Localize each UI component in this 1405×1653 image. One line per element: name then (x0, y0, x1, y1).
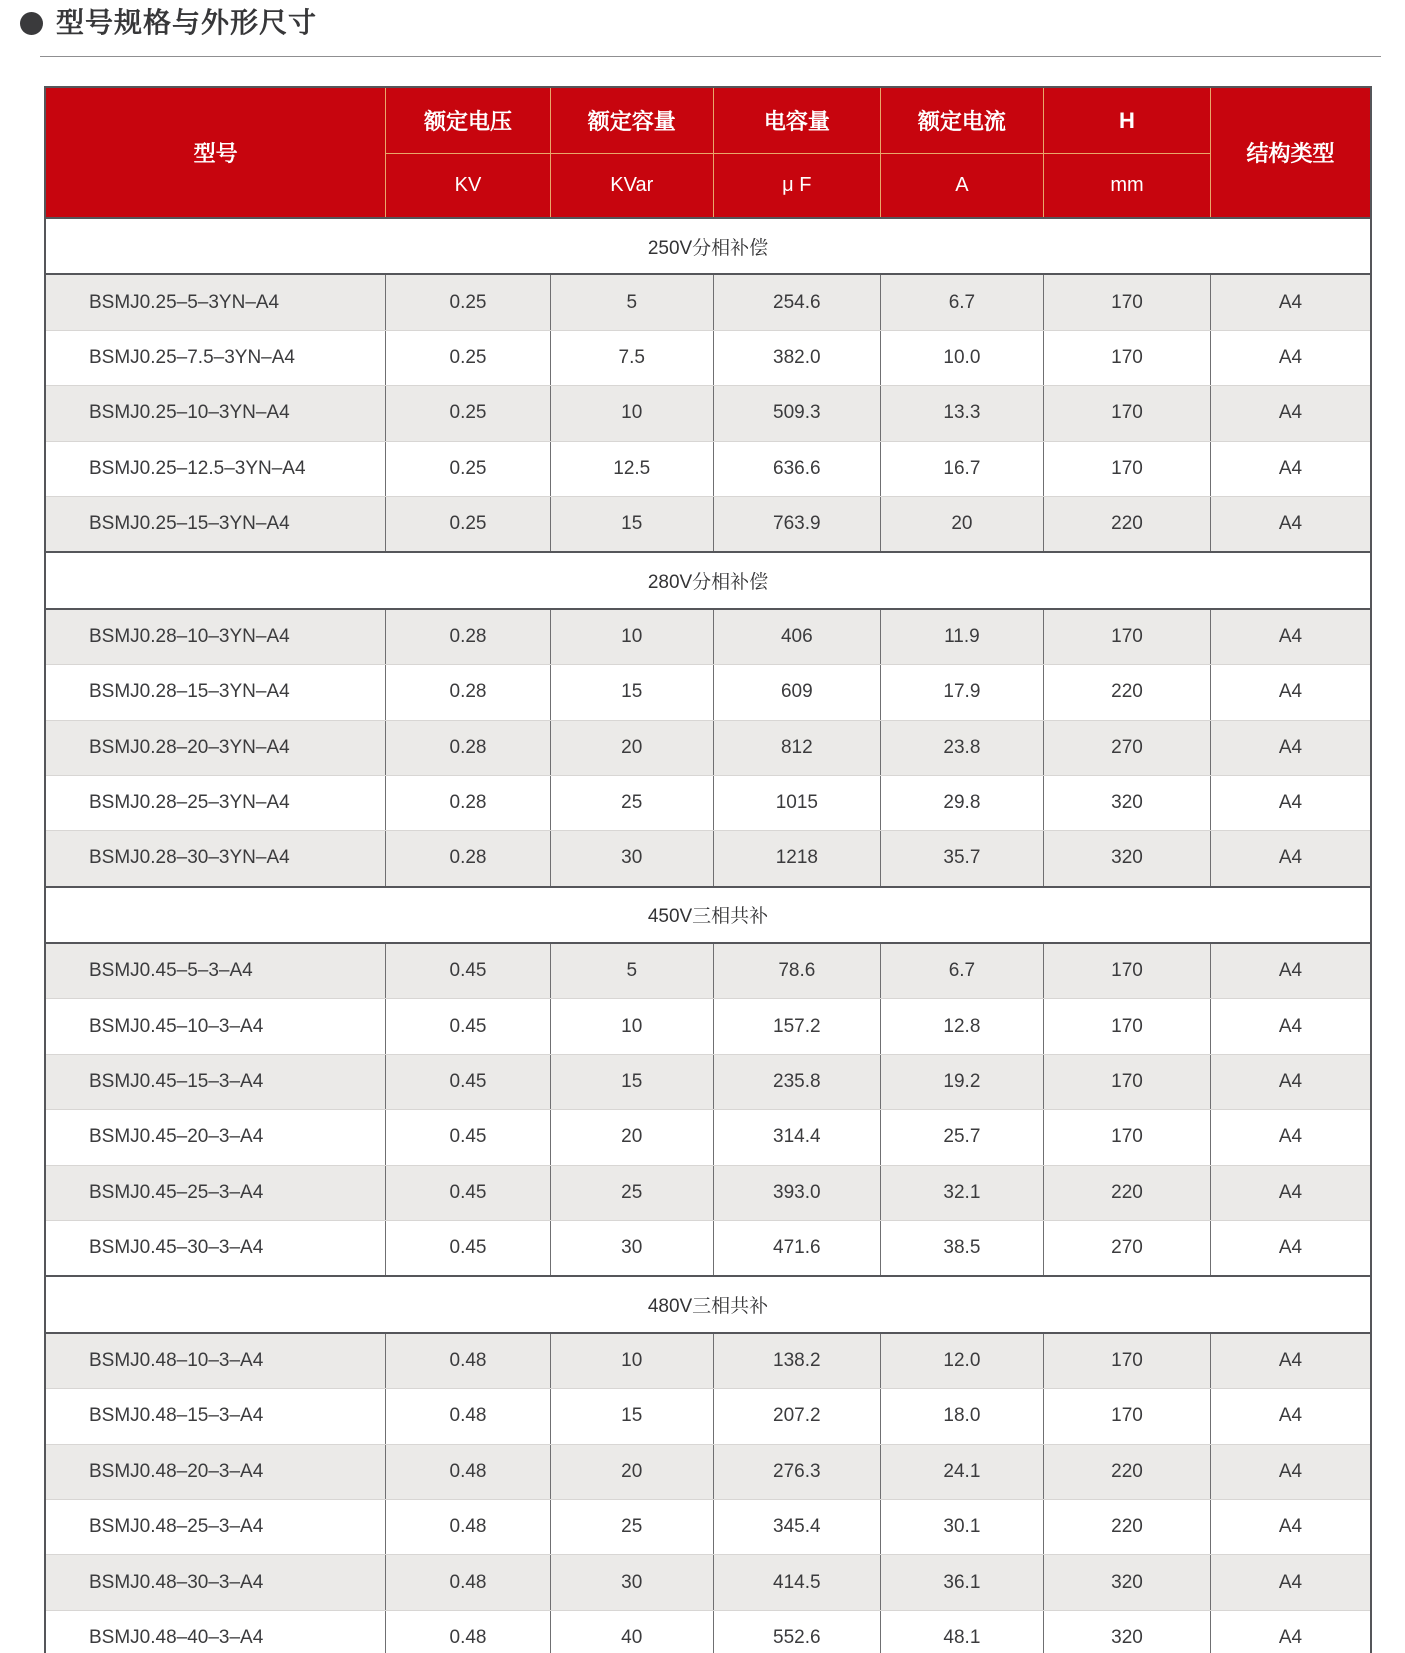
value-cell: 471.6 (713, 1221, 880, 1277)
model-cell: BSMJ0.45–20–3–A4 (45, 1110, 386, 1165)
value-cell: 36.1 (880, 1555, 1043, 1610)
value-cell: 170 (1043, 1054, 1210, 1109)
col-header-capacitance: 电容量 (713, 87, 880, 154)
value-cell: 509.3 (713, 386, 880, 441)
value-cell: 220 (1043, 1499, 1210, 1554)
header-row-labels (45, 87, 1371, 154)
value-cell: 320 (1043, 1555, 1210, 1610)
model-cell: BSMJ0.48–30–3–A4 (45, 1555, 386, 1610)
value-cell: 314.4 (713, 1110, 880, 1165)
value-cell: 6.7 (880, 943, 1043, 999)
value-cell: A4 (1211, 386, 1371, 441)
value-cell: A4 (1211, 1333, 1371, 1389)
value-cell: 254.6 (713, 274, 880, 330)
section-title: 450V三相共补 (45, 887, 1371, 943)
value-cell: 38.5 (880, 1221, 1043, 1277)
value-cell: 170 (1043, 441, 1210, 496)
table-row (45, 441, 1371, 496)
value-cell: 40 (550, 1610, 713, 1653)
value-cell: 15 (550, 1054, 713, 1109)
value-cell: 170 (1043, 386, 1210, 441)
page-title-text: 型号规格与外形尺寸 (56, 7, 318, 38)
value-cell: 382.0 (713, 330, 880, 385)
value-cell: 0.45 (386, 943, 550, 999)
table-row (45, 386, 1371, 441)
table-row (45, 665, 1371, 720)
table-row (45, 720, 1371, 775)
table-row (45, 1555, 1371, 1610)
model-cell: BSMJ0.48–40–3–A4 (45, 1610, 386, 1653)
value-cell: 320 (1043, 831, 1210, 887)
model-cell: BSMJ0.28–25–3YN–A4 (45, 775, 386, 830)
value-cell: 20 (550, 1444, 713, 1499)
value-cell: 170 (1043, 943, 1210, 999)
section-title: 480V三相共补 (45, 1276, 1371, 1332)
value-cell: 0.28 (386, 831, 550, 887)
col-unit-mm: mm (1043, 154, 1210, 219)
model-cell: BSMJ0.28–30–3YN–A4 (45, 831, 386, 887)
value-cell: 406 (713, 609, 880, 665)
value-cell: 220 (1043, 665, 1210, 720)
value-cell: 0.48 (386, 1555, 550, 1610)
col-header-rated-voltage: 额定电压 (386, 87, 550, 154)
table-row (45, 496, 1371, 552)
col-unit-kv: KV (386, 154, 550, 219)
value-cell: 0.45 (386, 1110, 550, 1165)
page-title (20, 9, 317, 37)
value-cell: 1015 (713, 775, 880, 830)
value-cell: 0.45 (386, 999, 550, 1054)
value-cell: 15 (550, 665, 713, 720)
col-header-rated-current: 额定电流 (880, 87, 1043, 154)
section-title: 280V分相补偿 (45, 552, 1371, 608)
table-row (45, 1610, 1371, 1653)
value-cell: 552.6 (713, 1610, 880, 1653)
value-cell: A4 (1211, 999, 1371, 1054)
value-cell: 220 (1043, 1444, 1210, 1499)
value-cell: A4 (1211, 831, 1371, 887)
value-cell: 30 (550, 1555, 713, 1610)
value-cell: A4 (1211, 1054, 1371, 1109)
value-cell: 170 (1043, 274, 1210, 330)
value-cell: 10 (550, 1333, 713, 1389)
table-row (45, 943, 1371, 999)
value-cell: 763.9 (713, 496, 880, 552)
value-cell: 0.28 (386, 609, 550, 665)
value-cell: 30.1 (880, 1499, 1043, 1554)
model-cell: BSMJ0.48–15–3–A4 (45, 1389, 386, 1444)
value-cell: 220 (1043, 496, 1210, 552)
value-cell: A4 (1211, 1221, 1371, 1277)
col-unit-a: A (880, 154, 1043, 219)
model-cell: BSMJ0.28–20–3YN–A4 (45, 720, 386, 775)
value-cell: A4 (1211, 1499, 1371, 1554)
value-cell: 207.2 (713, 1389, 880, 1444)
value-cell: 320 (1043, 775, 1210, 830)
value-cell: 23.8 (880, 720, 1043, 775)
value-cell: 414.5 (713, 1555, 880, 1610)
table-row (45, 1389, 1371, 1444)
value-cell: 0.28 (386, 720, 550, 775)
value-cell: 0.28 (386, 775, 550, 830)
table-row (45, 1499, 1371, 1554)
value-cell: 0.45 (386, 1054, 550, 1109)
value-cell: 0.48 (386, 1389, 550, 1444)
col-header-height: H (1043, 87, 1210, 154)
value-cell: A4 (1211, 496, 1371, 552)
table-row (45, 609, 1371, 665)
value-cell: 25 (550, 775, 713, 830)
value-cell: 220 (1043, 1165, 1210, 1220)
table-row (45, 1333, 1371, 1389)
value-cell: 12.5 (550, 441, 713, 496)
value-cell: 12.8 (880, 999, 1043, 1054)
value-cell: 18.0 (880, 1389, 1043, 1444)
value-cell: 170 (1043, 1333, 1210, 1389)
value-cell: 0.25 (386, 274, 550, 330)
value-cell: 19.2 (880, 1054, 1043, 1109)
value-cell: 0.25 (386, 441, 550, 496)
model-cell: BSMJ0.25–15–3YN–A4 (45, 496, 386, 552)
value-cell: 235.8 (713, 1054, 880, 1109)
value-cell: A4 (1211, 1110, 1371, 1165)
value-cell: A4 (1211, 1610, 1371, 1653)
model-cell: BSMJ0.45–5–3–A4 (45, 943, 386, 999)
value-cell: 15 (550, 1389, 713, 1444)
col-header-model: 型号 (45, 87, 386, 218)
value-cell: A4 (1211, 1444, 1371, 1499)
value-cell: A4 (1211, 330, 1371, 385)
value-cell: 78.6 (713, 943, 880, 999)
section-title: 250V分相补偿 (45, 218, 1371, 274)
value-cell: 20 (550, 720, 713, 775)
value-cell: 17.9 (880, 665, 1043, 720)
value-cell: 157.2 (713, 999, 880, 1054)
value-cell: 7.5 (550, 330, 713, 385)
spec-table (44, 86, 1372, 1653)
value-cell: 25.7 (880, 1110, 1043, 1165)
value-cell: 20 (880, 496, 1043, 552)
value-cell: 0.45 (386, 1165, 550, 1220)
model-cell: BSMJ0.48–10–3–A4 (45, 1333, 386, 1389)
model-cell: BSMJ0.28–15–3YN–A4 (45, 665, 386, 720)
value-cell: 5 (550, 943, 713, 999)
model-cell: BSMJ0.48–20–3–A4 (45, 1444, 386, 1499)
value-cell: 170 (1043, 1389, 1210, 1444)
model-cell: BSMJ0.45–15–3–A4 (45, 1054, 386, 1109)
value-cell: 30 (550, 1221, 713, 1277)
value-cell: 0.25 (386, 496, 550, 552)
value-cell: A4 (1211, 274, 1371, 330)
model-cell: BSMJ0.25–12.5–3YN–A4 (45, 441, 386, 496)
value-cell: 0.25 (386, 386, 550, 441)
table-row (45, 999, 1371, 1054)
value-cell: 10 (550, 386, 713, 441)
value-cell: 609 (713, 665, 880, 720)
section-header-row (45, 1276, 1371, 1332)
value-cell: 16.7 (880, 441, 1043, 496)
value-cell: 35.7 (880, 831, 1043, 887)
spec-table-header (45, 87, 1371, 218)
value-cell: 25 (550, 1165, 713, 1220)
table-row (45, 775, 1371, 830)
value-cell: 32.1 (880, 1165, 1043, 1220)
value-cell: 170 (1043, 609, 1210, 665)
table-row (45, 274, 1371, 330)
model-cell: BSMJ0.28–10–3YN–A4 (45, 609, 386, 665)
value-cell: 5 (550, 274, 713, 330)
value-cell: 0.25 (386, 330, 550, 385)
section-header-row (45, 552, 1371, 608)
model-cell: BSMJ0.45–25–3–A4 (45, 1165, 386, 1220)
value-cell: 10.0 (880, 330, 1043, 385)
value-cell: 812 (713, 720, 880, 775)
value-cell: 13.3 (880, 386, 1043, 441)
table-row (45, 330, 1371, 385)
section-header-row (45, 218, 1371, 274)
value-cell: A4 (1211, 609, 1371, 665)
value-cell: 30 (550, 831, 713, 887)
col-unit-kvar: KVar (550, 154, 713, 219)
value-cell: A4 (1211, 1555, 1371, 1610)
table-row (45, 1444, 1371, 1499)
value-cell: 48.1 (880, 1610, 1043, 1653)
model-cell: BSMJ0.25–5–3YN–A4 (45, 274, 386, 330)
value-cell: A4 (1211, 775, 1371, 830)
value-cell: 0.48 (386, 1499, 550, 1554)
value-cell: 15 (550, 496, 713, 552)
value-cell: 6.7 (880, 274, 1043, 330)
value-cell: 24.1 (880, 1444, 1043, 1499)
value-cell: A4 (1211, 1165, 1371, 1220)
value-cell: 270 (1043, 720, 1210, 775)
value-cell: 636.6 (713, 441, 880, 496)
spec-table-body (45, 218, 1371, 1653)
value-cell: 12.0 (880, 1333, 1043, 1389)
model-cell: BSMJ0.48–25–3–A4 (45, 1499, 386, 1554)
value-cell: 276.3 (713, 1444, 880, 1499)
table-row (45, 1110, 1371, 1165)
value-cell: 0.28 (386, 665, 550, 720)
section-header-row (45, 887, 1371, 943)
col-header-structure-type: 结构类型 (1211, 87, 1371, 218)
value-cell: 10 (550, 609, 713, 665)
value-cell: 393.0 (713, 1165, 880, 1220)
bullet-icon (20, 12, 43, 35)
col-header-rated-capacity: 额定容量 (550, 87, 713, 154)
table-row (45, 1054, 1371, 1109)
value-cell: A4 (1211, 665, 1371, 720)
value-cell: A4 (1211, 943, 1371, 999)
model-cell: BSMJ0.45–10–3–A4 (45, 999, 386, 1054)
value-cell: A4 (1211, 1389, 1371, 1444)
value-cell: 10 (550, 999, 713, 1054)
value-cell: 170 (1043, 330, 1210, 385)
model-cell: BSMJ0.45–30–3–A4 (45, 1221, 386, 1277)
value-cell: 20 (550, 1110, 713, 1165)
model-cell: BSMJ0.25–7.5–3YN–A4 (45, 330, 386, 385)
title-divider (40, 56, 1381, 57)
table-row (45, 1221, 1371, 1277)
value-cell: 270 (1043, 1221, 1210, 1277)
value-cell: 11.9 (880, 609, 1043, 665)
col-unit-uf: μ F (713, 154, 880, 219)
value-cell: A4 (1211, 720, 1371, 775)
value-cell: 170 (1043, 999, 1210, 1054)
value-cell: 138.2 (713, 1333, 880, 1389)
value-cell: 345.4 (713, 1499, 880, 1554)
value-cell: 25 (550, 1499, 713, 1554)
value-cell: 0.48 (386, 1610, 550, 1653)
table-row (45, 831, 1371, 887)
value-cell: 0.48 (386, 1444, 550, 1499)
value-cell: 0.45 (386, 1221, 550, 1277)
value-cell: 29.8 (880, 775, 1043, 830)
value-cell: 170 (1043, 1110, 1210, 1165)
value-cell: 320 (1043, 1610, 1210, 1653)
table-row (45, 1165, 1371, 1220)
value-cell: 0.48 (386, 1333, 550, 1389)
value-cell: A4 (1211, 441, 1371, 496)
value-cell: 1218 (713, 831, 880, 887)
model-cell: BSMJ0.25–10–3YN–A4 (45, 386, 386, 441)
